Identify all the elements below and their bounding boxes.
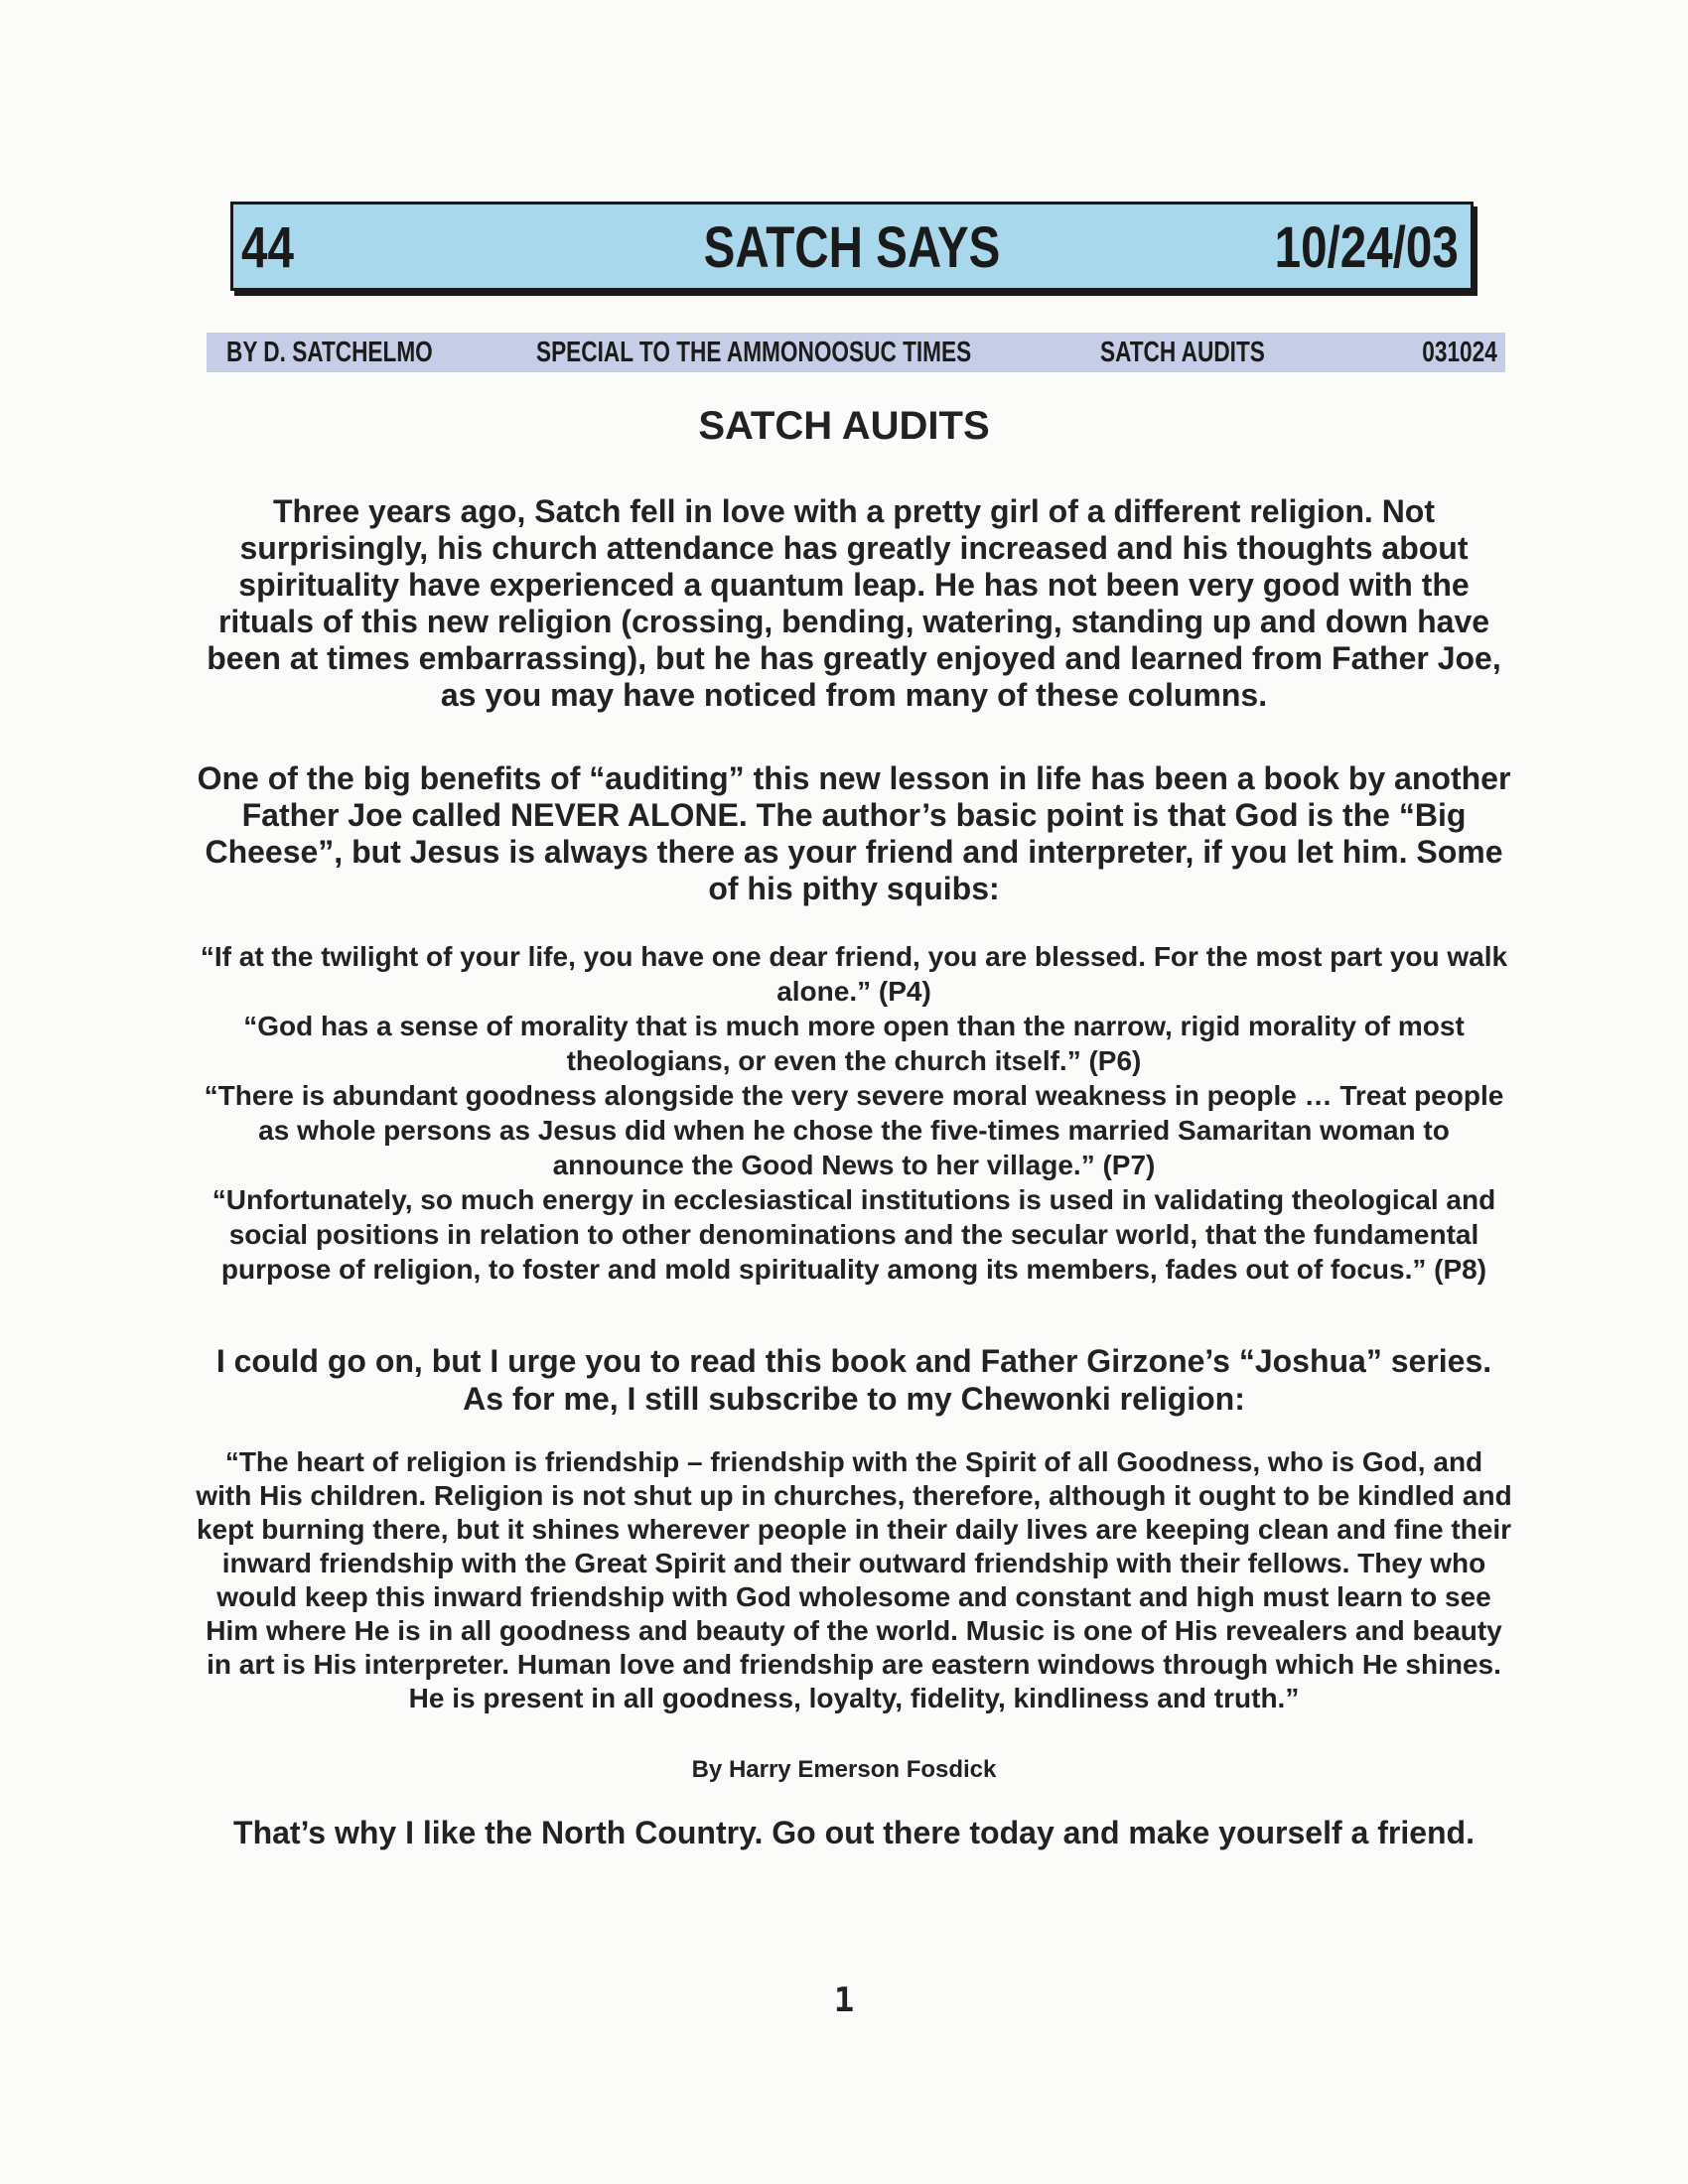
article-heading: SATCH AUDITS: [698, 404, 990, 448]
byline-section: SATCH AUDITS: [1100, 337, 1265, 368]
quote-item: “Unfortunately, so much energy in ecclesiastical institutions is used in validating theological and social positions in relation to other denominations and the secular world, that the fundamental purpose of religion, to foster and mold spirituality among its members, fades out of focus.” (P8): [211, 1184, 1496, 1285]
column-title: SATCH SAYS: [703, 215, 1001, 280]
quote-item: “There is abundant goodness alongside the very severe moral weakness in people … Treat people as whole persons as Jesus did when he chose the five-times married Samaritan woman to announce the Good News to her village.” (P7): [204, 1080, 1504, 1180]
byline-bar: [207, 333, 1505, 372]
quote-attribution: By Harry Emerson Fosdick: [691, 1756, 997, 1783]
byline-author: BY D. SATCHELMO: [226, 337, 433, 368]
page-number: 1: [833, 1980, 855, 2020]
paragraph-book: One of the big benefits of “auditing” this new lesson in life has been a book by another Father Joe called NEVER ALONE. The author’s basic point is that God is the “Big Cheese”, but Jesus is always there as your friend and interpreter, if you let him. Some of his pithy squibs:: [197, 760, 1511, 906]
quote-item: “If at the twilight of your life, you have one dear friend, you are blessed. For the most part you walk alone.” (P4): [200, 941, 1508, 1007]
quote-item: “God has a sense of morality that is much more open than the narrow, rigid morality of most theologians, or even the church itself.” (P6): [243, 1011, 1465, 1076]
paragraph-intro: Three years ago, Satch fell in love with a pretty girl of a different religion. Not surprisingly, his church attendance has greatly increased and his thoughts about spirituality have experienced a quantum leap. He has not been very good with the rituals of this new religion (crossing, bending, watering, standing up and down have been at times embarrassing), but he has greatly enjoyed and learned from Father Joe, as you may have noticed from many of these columns.: [207, 493, 1501, 713]
chewonki-quote: “The heart of religion is friendship – friendship with the Spirit of all Goodness, who is God, and with His children. Religion is not shut up in churches, therefore, although it ought to be kindled and kept burning there, but it shines wherever people in their daily lives are keeping clean and fine their inward friendship with the Great Spirit and their outward friendship with their fellows. They who would keep this inward friendship with God wholesome and constant and high must learn to see Him where He is in all goodness and beauty of the world. Music is one of His revealers and beauty in art is His interpreter. Human love and friendship are eastern windows through which He shines. He is present in all goodness, loyalty, fidelity, kindliness and truth.”: [196, 1446, 1512, 1713]
book-quotes: [194, 939, 1514, 1287]
paragraph-closing: That’s why I like the North Country. Go out there today and make yourself a friend.: [233, 1815, 1475, 1850]
byline-code: 031024: [1422, 337, 1497, 368]
issue-date: 10/24/03: [1274, 215, 1459, 280]
masthead-banner: [230, 202, 1474, 291]
paragraph-religion: I could go on, but I urge you to read this book and Father Girzone’s “Joshua” series. As for me, I still subscribe to my Chewonki religion:: [215, 1343, 1492, 1417]
issue-number: 44: [241, 215, 294, 280]
byline-publication: SPECIAL TO THE AMMONOOSUC TIMES: [536, 337, 972, 368]
